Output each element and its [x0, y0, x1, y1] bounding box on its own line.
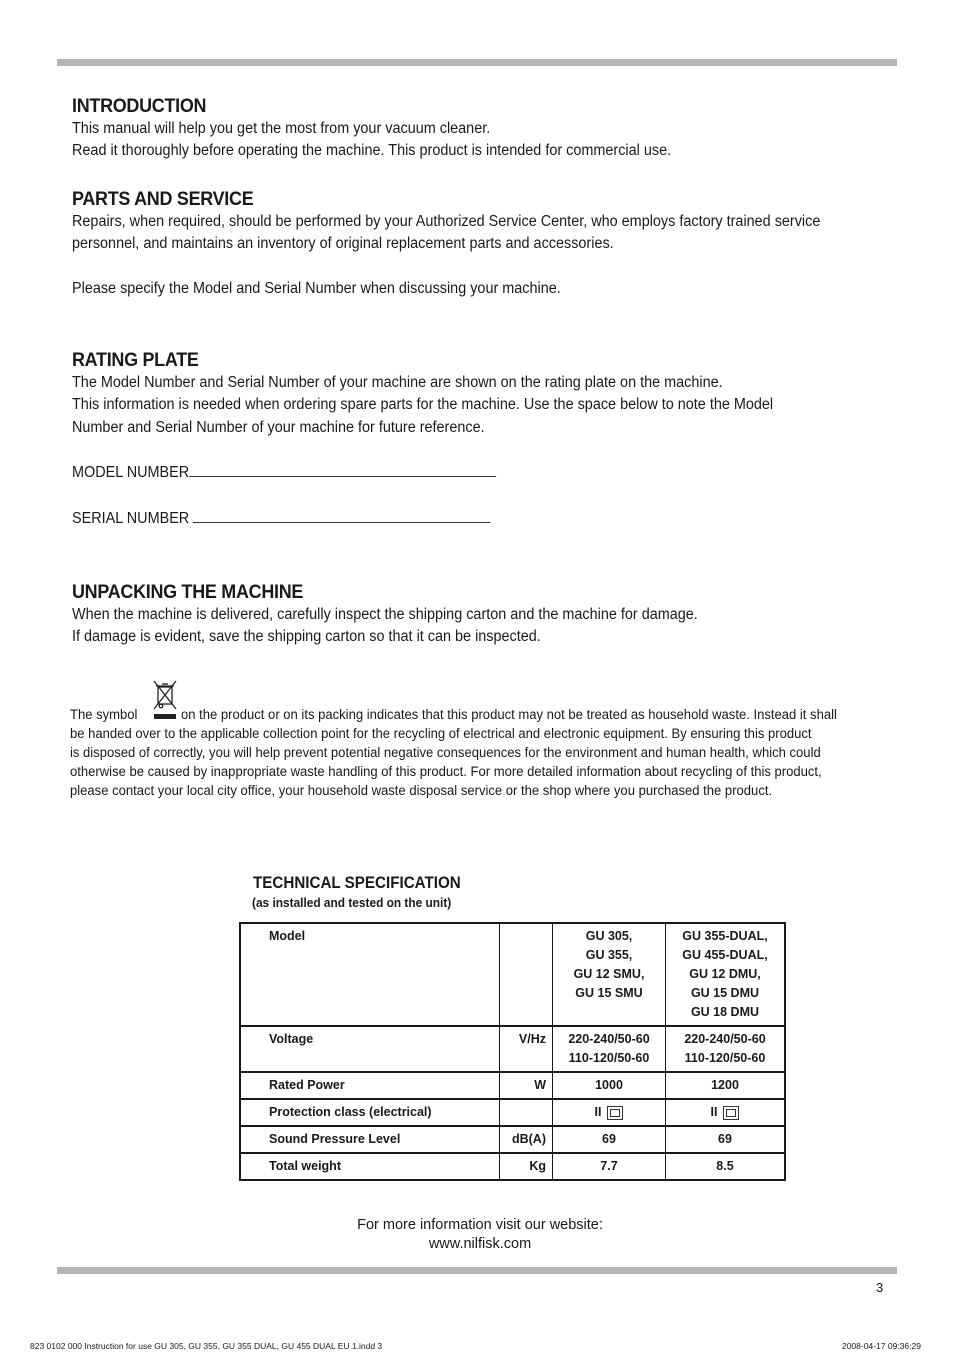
page-number: 3 [876, 1280, 884, 1295]
model-col2-cell [666, 923, 786, 1026]
model-number-label: MODEL NUMBER [72, 463, 190, 481]
row-unit: V/Hz [500, 1026, 553, 1072]
voltage-value: 110-120/50-60 [684, 1051, 766, 1065]
table-row [240, 923, 785, 1026]
parts-service-line: Repairs, when required, should be performed by your Authorized Service Center, who employs factory trained service [72, 213, 821, 230]
table-row [240, 1153, 785, 1180]
table-row [240, 1072, 785, 1099]
parts-service-note: Please specify the Model and Serial Number when discussing your machine. [72, 279, 561, 297]
model-number-blank[interactable] [189, 462, 496, 477]
weee-line: please contact your local city office, your household waste disposal service or the shop where you purchased the product. [70, 783, 773, 799]
serial-number-label: SERIAL NUMBER [72, 509, 190, 527]
class-ii-double-insulation-icon [723, 1106, 739, 1120]
row-label: Sound Pressure Level [240, 1126, 500, 1153]
model-name: GU 355, [585, 948, 633, 962]
row-unit [500, 1099, 553, 1126]
row-unit: dB(A) [500, 1126, 553, 1153]
voltage-value: 220-240/50-60 [684, 1032, 766, 1046]
row-value: 7.7 [553, 1153, 666, 1180]
row-value: 8.5 [666, 1153, 786, 1180]
serial-number-field[interactable] [72, 508, 835, 528]
unpacking-line: If damage is evident, save the shipping carton so that it can be inspected. [72, 628, 541, 646]
introduction-section [72, 94, 892, 163]
tech-spec-title: TECHNICAL SPECIFICATION [253, 874, 461, 892]
row-label: Protection class (electrical) [240, 1099, 500, 1126]
rating-plate-section [72, 348, 892, 528]
class-ii-double-insulation-icon [607, 1106, 623, 1120]
weee-notice [70, 706, 880, 801]
row-label: Voltage [240, 1026, 500, 1072]
row-unit: W [500, 1072, 553, 1099]
introduction-line: This manual will help you get the most from your vacuum cleaner. [72, 120, 491, 137]
rating-plate-line: This information is needed when ordering spare parts for the machine. Use the space below to note the Model [72, 396, 774, 414]
file-slug: 823 0102 000 Instruction for use GU 305, GU 355, GU 355 DUAL, GU 455 DUAL EU 1.indd 3 [30, 1341, 383, 1351]
row-label: Model [240, 923, 500, 1026]
unpacking-line: When the machine is delivered, carefully inspect the shipping carton and the machine for damage. [72, 606, 698, 623]
row-value: 69 [666, 1126, 786, 1153]
row-value: 69 [553, 1126, 666, 1153]
model-name: GU 305, [585, 929, 633, 943]
weee-line: The symbol on the product or on its packing indicates that this product may not be treated as household waste. Instead it shall [70, 707, 837, 723]
model-name: GU 455-DUAL, [682, 948, 768, 962]
top-rule [57, 59, 897, 66]
table-row [240, 1026, 785, 1072]
bottom-rule [57, 1267, 897, 1274]
weee-line: otherwise be caused by inappropriate waste handling of this product. For more detailed information about recycling of this product, [70, 764, 822, 780]
parts-service-line: personnel, and maintains an inventory of original replacement parts and accessories. [72, 235, 614, 253]
table-row [240, 1099, 785, 1126]
introduction-heading: INTRODUCTION [72, 95, 207, 117]
protection-col2-cell [666, 1099, 786, 1126]
model-name: GU 15 DMU [690, 986, 760, 1000]
row-label: Rated Power [240, 1072, 500, 1099]
website-link[interactable]: www.nilfisk.com [428, 1236, 532, 1252]
model-name: GU 12 DMU, [689, 967, 761, 981]
introduction-line: Read it thoroughly before operating the machine. This product is intended for commercial use. [72, 142, 672, 160]
unpacking-heading: UNPACKING THE MACHINE [72, 581, 304, 603]
voltage-value: 220-240/50-60 [568, 1032, 650, 1046]
unpacking-section [72, 580, 892, 649]
model-name: GU 18 DMU [690, 1005, 760, 1019]
serial-number-blank[interactable] [193, 508, 491, 523]
timestamp-slug: 2008-04-17 09:36:29 [842, 1341, 921, 1351]
weee-line: be handed over to the applicable collection point for the recycling of electrical and electronic equipment. By ensuring this product [70, 726, 812, 742]
model-number-field[interactable] [72, 462, 835, 482]
parts-service-heading: PARTS AND SERVICE [72, 188, 254, 210]
more-info-text: For more information visit our website: [357, 1217, 603, 1233]
protection-class-value: II [710, 1105, 718, 1119]
table-row [240, 1126, 785, 1153]
parts-service-section [72, 187, 892, 300]
row-label: Total weight [240, 1153, 500, 1180]
voltage-col2-cell [666, 1026, 786, 1072]
row-value: 1000 [553, 1072, 666, 1099]
voltage-value: 110-120/50-60 [568, 1051, 650, 1065]
model-name: GU 15 SMU [575, 986, 643, 1000]
protection-class-value: II [594, 1105, 602, 1119]
protection-col1-cell [553, 1099, 666, 1126]
row-value: 1200 [666, 1072, 786, 1099]
weee-line: is disposed of correctly, you will help prevent potential negative consequences for the environment and human health, which could [70, 745, 821, 761]
tech-spec-table [239, 922, 786, 1181]
model-name: GU 12 SMU, [573, 967, 645, 981]
tech-spec-subtitle: (as installed and tested on the unit) [252, 896, 452, 910]
model-col1-cell [553, 923, 666, 1026]
row-unit [500, 923, 553, 1026]
row-unit: Kg [500, 1153, 553, 1180]
voltage-col1-cell [553, 1026, 666, 1072]
rating-plate-heading: RATING PLATE [72, 349, 199, 371]
model-name: GU 355-DUAL, [682, 929, 768, 943]
rating-plate-line: The Model Number and Serial Number of your machine are shown on the rating plate on the machine. [72, 374, 723, 391]
rating-plate-line: Number and Serial Number of your machine for future reference. [72, 418, 485, 436]
